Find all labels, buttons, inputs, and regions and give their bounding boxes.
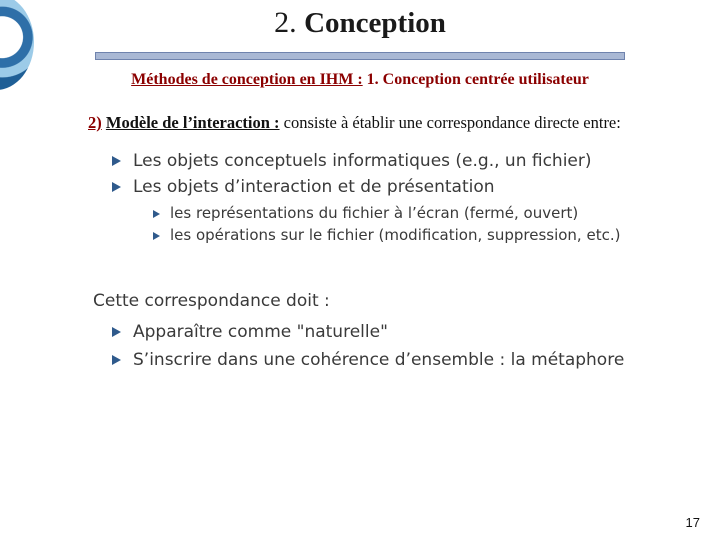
list-item-text: Apparaître comme "naturelle" <box>133 322 388 342</box>
title-divider <box>95 52 625 60</box>
sub-list-item-text: les opérations sur le fichier (modification, suppression, etc.) <box>170 226 621 244</box>
bullet-arrow-icon <box>112 182 121 192</box>
sub-list-item <box>153 204 578 222</box>
model-number: 2) <box>88 113 102 132</box>
list-item-text: Les objets d’interaction et de présentation <box>133 177 495 197</box>
correspondence-intro: Cette correspondance doit : <box>93 291 330 311</box>
list-item <box>112 322 388 342</box>
bullet-arrow-icon <box>112 355 121 365</box>
title-number: 2. <box>274 6 297 39</box>
bullet-arrow-icon <box>153 210 160 218</box>
page-number: 17 <box>685 515 700 530</box>
bullet-arrow-icon <box>112 156 121 166</box>
list-item <box>112 151 592 171</box>
model-description: consiste à établir une correspondance directe entre: <box>283 113 621 132</box>
sub-list-item <box>153 226 620 244</box>
bullet-arrow-icon <box>112 327 121 337</box>
subtitle-underlined: Méthodes de conception en IHM : <box>131 71 363 88</box>
bullet-arrow-icon <box>153 232 160 240</box>
slide-title <box>0 6 720 40</box>
sub-list-item-text: les représentations du fichier à l’écran (fermé, ouvert) <box>170 204 579 222</box>
list-item <box>112 350 624 370</box>
subtitle-rest: 1. Conception centrée utilisateur <box>366 71 589 88</box>
model-heading: Modèle de l’interaction : <box>105 113 280 132</box>
list-item-text: Les objets conceptuels informatiques (e.g., un fichier) <box>133 151 592 171</box>
list-item-text: S’inscrire dans une cohérence d’ensemble : la métaphore <box>133 350 625 370</box>
list-item <box>112 177 495 197</box>
title-word: Conception <box>304 7 446 39</box>
model-definition <box>88 113 621 133</box>
slide-subtitle <box>0 71 720 89</box>
